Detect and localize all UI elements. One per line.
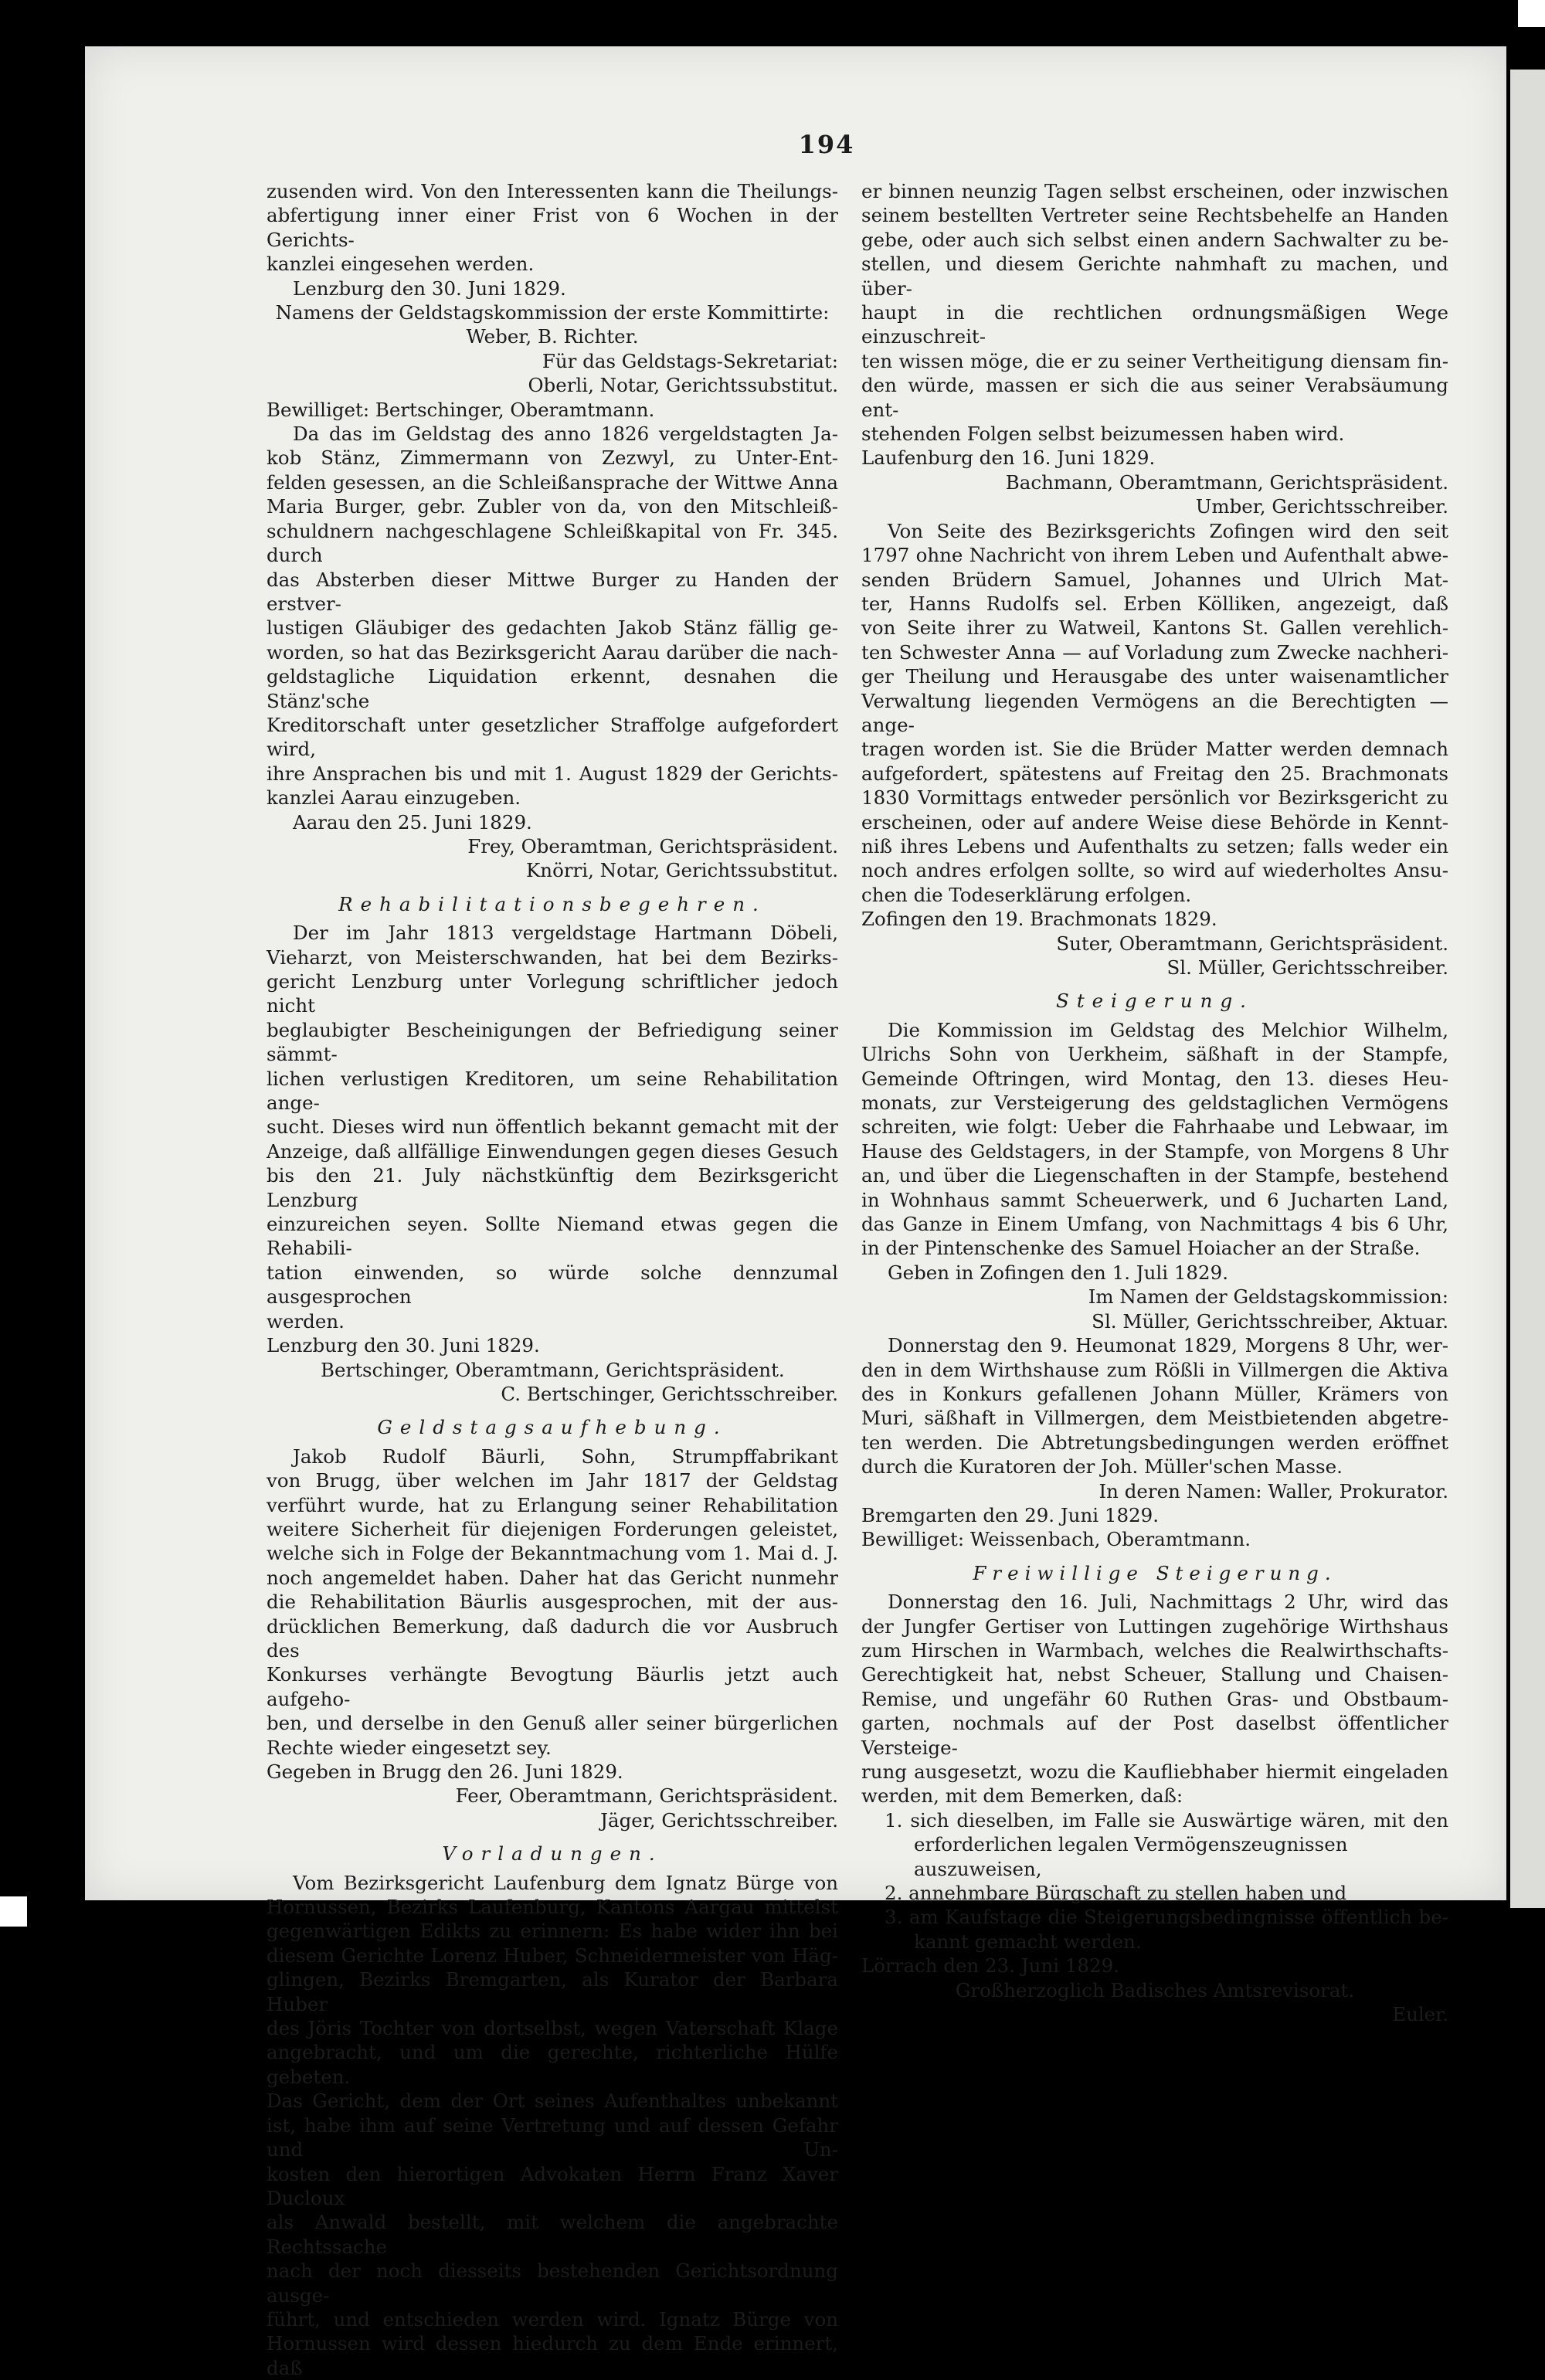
text-line: tragen worden ist. Sie die Brüder Matter werden demnach	[861, 738, 1448, 761]
section-heading: Steigerung.	[1056, 990, 1254, 1013]
text-line: felden gesessen, an die Schleißansprache der Wittwe Anna	[267, 470, 838, 494]
text-line: Hornussen, Bezirks Laufenburg, Kantons Aargau mittelst	[267, 1896, 838, 1919]
text-line: ihre Ansprachen bis und mit 1. August 1829 der Gerichts-	[267, 762, 838, 785]
text-line: worden, so hat das Bezirksgericht Aarau darüber die nach-	[267, 640, 838, 664]
signature-line: Knörri, Notar, Gerichtssubstitut.	[526, 859, 838, 882]
date-line: Lenzburg den 30. Juni 1829.	[267, 1334, 540, 1357]
text-line: ist, habe ihm auf seine Vertretung und auf dessen Gefahr und Un-	[267, 2113, 838, 2161]
list-item: erforderlichen legalen Vermögenszeugnissen auszuweisen,	[914, 1833, 1348, 1880]
text-line: des in Konkurs gefallenen Johann Müller, Krämers von	[861, 1382, 1448, 1405]
text-line: durch die Kuratoren der Joh. Müller'schen Masse.	[861, 1455, 1343, 1479]
text-line: stellen, und diesem Gerichte nahmhaft zu machen, und über-	[861, 253, 1448, 300]
text-line: noch andres erfolgen sollte, so wird auf wiederholtes Ansu-	[861, 859, 1448, 882]
text-line: abfertigung inner einer Frist von 6 Wochen in der Gerichts-	[267, 204, 838, 251]
text-line: Donnerstag den 16. Juli, Nachmittags 2 Uhr, wird das	[888, 1591, 1448, 1614]
text-line: verführt wurde, hat zu Erlangung seiner Rehabilitation	[267, 1493, 838, 1516]
text-line: Jakob Rudolf Bäurli, Sohn, Strumpffabrikant	[293, 1445, 838, 1468]
signature-line: Weber, B. Richter.	[466, 325, 639, 348]
text-line: zusenden wird. Von den Interessenten kann die Theilungs-	[267, 180, 838, 202]
date-line: Geben in Zofingen den 1. Juli 1829.	[888, 1261, 1228, 1284]
signature-line: Sl. Müller, Gerichtsschreiber, Aktuar.	[1092, 1309, 1448, 1333]
signature-line: Namens der Geldstagskommission der erste Kommittirte:	[275, 301, 830, 324]
text-line: das Absterben dieser Mittwe Burger zu Handen der erstver-	[267, 568, 838, 615]
text-line: Ulrichs Sohn von Uerkheim, säßhaft in der Stampfe,	[861, 1043, 1448, 1066]
text-line: ten wissen möge, die er zu seiner Vertheitigung diensam fin-	[861, 349, 1448, 372]
date-line: Zofingen den 19. Brachmonats 1829.	[861, 908, 1217, 931]
text-line: schuldnern nachgeschlagene Schleißkapital von Fr. 345. durch	[267, 519, 838, 567]
text-line: von Brugg, über welchen im Jahr 1817 der Geldstag	[267, 1469, 838, 1492]
text-line: der Jungfer Gertiser von Luttingen zugehörige Wirthshaus	[861, 1614, 1448, 1638]
text-line: stehenden Folgen selbst beizumessen haben wird.	[861, 423, 1345, 446]
text-line: garten, nochmals auf der Post daselbst öffentlicher Versteige-	[861, 1712, 1448, 1759]
text-line: geldstagliche Liquidation erkennt, desnahen die Stänz'sche	[267, 665, 838, 712]
text-line: sucht. Dieses wird nun öffentlich bekannt gemacht mit der	[267, 1115, 838, 1139]
next-page-edge	[1510, 70, 1545, 1908]
text-line: glingen, Bezirks Bremgarten, als Kurator der Barbara Huber	[267, 1968, 838, 2015]
text-line: führt, und entschieden werden wird. Ignatz Bürge von	[267, 2307, 838, 2331]
text-line: das Ganze in Einem Umfang, von Nachmittags 4 bis 6 Uhr,	[861, 1213, 1448, 1236]
signature-line: C. Bertschinger, Gerichtsschreiber.	[501, 1382, 838, 1405]
list-item: 2. annehmbare Bürgschaft zu stellen haben und	[885, 1882, 1347, 1905]
signature-line: Umber, Gerichtsschreiber.	[1195, 495, 1448, 518]
text-line: Remise, und ungefähr 60 Ruthen Gras- und Obstbaum-	[861, 1687, 1448, 1710]
text-line: des Jöris Tochter von dortselbst, wegen Vaterschaft Klage	[267, 2017, 838, 2040]
text-line: noch angemeldet haben. Daher hat das Gericht nunmehr	[267, 1566, 838, 1589]
text-line: senden Brüdern Samuel, Johannes und Ulrich Mat-	[861, 568, 1448, 591]
date-line: Bremgarten den 29. Juni 1829.	[861, 1503, 1160, 1526]
text-line: angebracht, und um die gerechte, richterliche Hülfe gebeten.	[267, 2041, 838, 2088]
text-line: Vieharzt, von Meisterschwanden, hat bei dem Bezirks-	[267, 946, 838, 969]
text-line: Muri, säßhaft in Villmergen, dem Meistbietenden abgetre-	[861, 1407, 1448, 1430]
text-line: erscheinen, oder auf andere Weise diese Behörde in Kennt-	[861, 810, 1448, 834]
signature-line: Großherzoglich Badisches Amtsrevisorat.	[955, 1978, 1355, 2001]
text-line: ben, und derselbe in den Genuß aller seiner bürgerlichen	[267, 1712, 838, 1735]
text-line: in Wohnhaus sammt Scheuerwerk, und 6 Jucharten Land,	[861, 1188, 1448, 1211]
text-line: Rechte wieder eingesetzt sey.	[267, 1736, 552, 1759]
signature-line: In deren Namen: Waller, Prokurator.	[1098, 1479, 1448, 1502]
text-line: Hornussen wird dessen hiedurch zu dem Ende erinnert, daß	[267, 2332, 838, 2379]
date-line: Gegeben in Brugg den 26. Juni 1829.	[267, 1760, 623, 1783]
signature-line: Bertschinger, Oberamtmann, Gerichtspräsident.	[321, 1358, 785, 1381]
list-item: 1. sich dieselben, im Falle sie Auswärtige wären, mit den	[885, 1808, 1448, 1832]
signature-line: Feer, Oberamtmann, Gerichtspräsident.	[455, 1784, 838, 1808]
text-line: gericht Lenzburg unter Vorlegung schriftlicher jedoch nicht	[267, 970, 838, 1017]
date-line: Lörrach den 23. Juni 1829.	[861, 1954, 1119, 1978]
list-item: kannt gemacht werden.	[914, 1930, 1142, 1953]
section-heading: Rehabilitationsbegehren.	[338, 892, 766, 915]
text-line: den würde, massen er sich die aus seiner Verabsäumung ent-	[861, 374, 1448, 421]
section-heading: Freiwillige Steigerung.	[973, 1561, 1337, 1584]
text-line: Donnerstag den 9. Heumonat 1829, Morgens 8 Uhr, wer-	[888, 1334, 1448, 1357]
page-number: 194	[798, 130, 855, 159]
text-line: welche sich in Folge der Bekanntmachung vom 1. Mai d. J.	[267, 1542, 838, 1565]
text-line: nach der noch diesseits bestehenden Gerichtsordnung ausge-	[267, 2259, 838, 2307]
signature-line: Suter, Oberamtmann, Gerichtspräsident.	[1056, 932, 1448, 955]
approval-line: Bewilliget: Bertschinger, Oberamtmann.	[267, 398, 655, 421]
text-line: Die Kommission im Geldstag des Melchior Wilhelm,	[888, 1018, 1448, 1041]
text-line: er binnen neunzig Tagen selbst erscheinen, oder inzwischen	[861, 180, 1448, 202]
text-line: Anzeige, daß allfällige Einwendungen gegen dieses Gesuch	[267, 1139, 838, 1163]
section-heading: Vorladungen.	[442, 1842, 663, 1866]
text-line: Da das im Geldstag des anno 1826 vergeldstagten Ja-	[293, 423, 838, 446]
text-line: ten werden. Die Abtretungsbedingungen werden eröffnet	[861, 1431, 1448, 1454]
corner-mark	[1518, 0, 1545, 27]
text-line: Gerechtigkeit hat, nebst Scheuer, Stallung und Chaisen-	[861, 1663, 1448, 1686]
text-line: kob Stänz, Zimmermann von Zezwyl, zu Unter-Ent-	[267, 446, 838, 470]
text-line: Das Gericht, dem der Ort seines Aufenthaltes unbekannt	[267, 2090, 838, 2113]
text-line: lustigen Gläubiger des gedachten Jakob Stänz fällig ge-	[267, 616, 838, 640]
text-line: Hause des Geldstagers, in der Stampfe, von Morgens 8 Uhr	[861, 1139, 1448, 1163]
text-line: in der Pintenschenke des Samuel Hoiacher an der Straße.	[861, 1237, 1421, 1260]
date-line: Aarau den 25. Juni 1829.	[293, 810, 532, 834]
text-line: einzureichen seyen. Sollte Niemand etwas gegen die Rehabili-	[267, 1213, 838, 1260]
text-line: Verwaltung liegenden Vermögens an die Berechtigten — ange-	[861, 689, 1448, 736]
text-line: ger Theilung und Herausgabe des unter waisenamtlicher	[861, 665, 1448, 688]
text-line: 1830 Vormittags entweder persönlich vor Bezirksgericht zu	[861, 786, 1448, 810]
signature-line: Frey, Oberamtman, Gerichtspräsident.	[467, 834, 838, 857]
signature-line: Oberli, Notar, Gerichtssubstitut.	[528, 374, 838, 397]
approval-line: Bewilliget: Weissenbach, Oberamtmann.	[861, 1528, 1251, 1551]
signature-line: Jäger, Gerichtsschreiber.	[600, 1808, 838, 1832]
text-line: weitere Sicherheit für diejenigen Forderungen geleistet,	[267, 1517, 838, 1540]
date-line: Lenzburg den 30. Juni 1829.	[293, 277, 566, 300]
text-line: chen die Todeserklärung erfolgen.	[861, 883, 1192, 906]
text-line: Konkurses verhängte Bevogtung Bäurlis jetzt auch aufgeho-	[267, 1663, 838, 1710]
text-line: gebe, oder auch sich selbst einen andern Sachwalter zu be-	[861, 228, 1448, 251]
text-line: Gemeinde Oftringen, wird Montag, den 13. dieses Heu-	[861, 1067, 1448, 1090]
text-line: werden, mit dem Bemerken, daß:	[861, 1784, 1183, 1808]
signature-line: Im Namen der Geldstagskommission:	[1088, 1285, 1448, 1309]
text-line: Von Seite des Bezirksgerichts Zofingen wird den seit	[888, 519, 1448, 542]
text-line: von Seite ihrer zu Watweil, Kantons St. Gallen verehlich-	[861, 616, 1448, 640]
text-line: an, und über die Liegenschaften in der Stampfe, bestehend	[861, 1164, 1448, 1187]
text-line: Vom Bezirksgericht Laufenburg dem Ignatz Bürge von	[293, 1871, 838, 1894]
text-line: kosten den hierortigen Advokaten Herrn Franz Xaver Ducloux	[267, 2162, 838, 2209]
text-line: kanzlei eingesehen werden.	[267, 253, 535, 276]
text-line: tation einwenden, so würde solche dennzumal ausgesprochen	[267, 1261, 838, 1309]
text-line: seinem bestellten Vertreter seine Rechtsbehelfe an Handen	[861, 204, 1448, 227]
right-column	[861, 179, 1448, 2026]
text-line: schreiten, wie folgt: Ueber die Fahrhaabe und Lebwaar, im	[861, 1115, 1448, 1139]
text-line: den in dem Wirthshause zum Rößli in Villmergen die Aktiva	[861, 1358, 1448, 1381]
text-line: kanzlei Aarau einzugeben.	[267, 786, 521, 810]
left-column	[267, 179, 838, 2380]
section-heading: Geldstagsaufhebung.	[377, 1416, 728, 1439]
condition-list	[861, 1808, 1448, 1954]
text-line: niß ihres Lebens und Aufenthalts zu setzen; falls weder ein	[861, 834, 1448, 857]
text-line: Der im Jahr 1813 vergeldstage Hartmann Döbeli,	[293, 922, 838, 945]
text-line: bis den 21. July nächstkünftig dem Bezirksgericht Lenzburg	[267, 1164, 838, 1211]
text-line: lichen verlustigen Kreditoren, um seine Rehabilitation ange-	[267, 1067, 838, 1115]
text-line: haupt in die rechtlichen ordnungsmäßigen Wege einzuschreit-	[861, 301, 1448, 348]
text-line: Kreditorschaft unter gesetzlicher Straffolge aufgefordert wird,	[267, 713, 838, 761]
signature-line: Bachmann, Oberamtmann, Gerichtspräsident.	[1005, 470, 1448, 494]
list-item: 3. am Kaufstage die Steigerungsbedingnisse öffentlich be-	[885, 1906, 1448, 1929]
text-line: diesem Gerichte Lorenz Huber, Schneidermeister von Häg-	[267, 1944, 838, 1967]
text-line: ten Schwester Anna — auf Vorladung zum Zwecke nachheri-	[861, 640, 1448, 664]
text-line: gegenwärtigen Edikts zu erinnern: Es habe wider ihn bei	[267, 1920, 838, 1943]
text-line: 1797 ohne Nachricht von ihrem Leben und Aufenthalt abwe-	[861, 544, 1448, 567]
text-line: drücklichen Bemerkung, daß dadurch die vor Ausbruch des	[267, 1614, 838, 1662]
text-line: aufgefordert, spätestens auf Freitag den 25. Brachmonats	[861, 762, 1448, 785]
signature-line: Sl. Müller, Gerichtsschreiber.	[1166, 956, 1448, 979]
text-line: rung ausgesetzt, wozu die Kaufliebhaber hiermit eingeladen	[861, 1760, 1448, 1783]
date-line: Laufenburg den 16. Juni 1829.	[861, 446, 1156, 470]
text-line: ter, Hanns Rudolfs sel. Erben Kölliken, angezeigt, daß	[861, 592, 1448, 615]
text-line: beglaubigter Bescheinigungen der Befriedigung seiner sämmt-	[267, 1018, 838, 1066]
corner-mark	[0, 1896, 27, 1927]
signature-line: Euler.	[1392, 2003, 1448, 2026]
text-line: Maria Burger, gebr. Zubler von da, von den Mitschleiß-	[267, 495, 838, 518]
text-line: zum Hirschen in Warmbach, welches die Realwirthschafts-	[861, 1638, 1448, 1662]
signature-line: Für das Geldstags-Sekretariat:	[542, 349, 838, 372]
text-line: als Anwald bestellt, mit welchem die angebrachte Rechtssache	[267, 2211, 838, 2258]
text-line: monats, zur Versteigerung des geldstaglichen Vermögens	[861, 1092, 1448, 1115]
text-line: werden.	[267, 1309, 345, 1333]
text-line: die Rehabilitation Bäurlis ausgesprochen, mit der aus-	[267, 1591, 838, 1614]
